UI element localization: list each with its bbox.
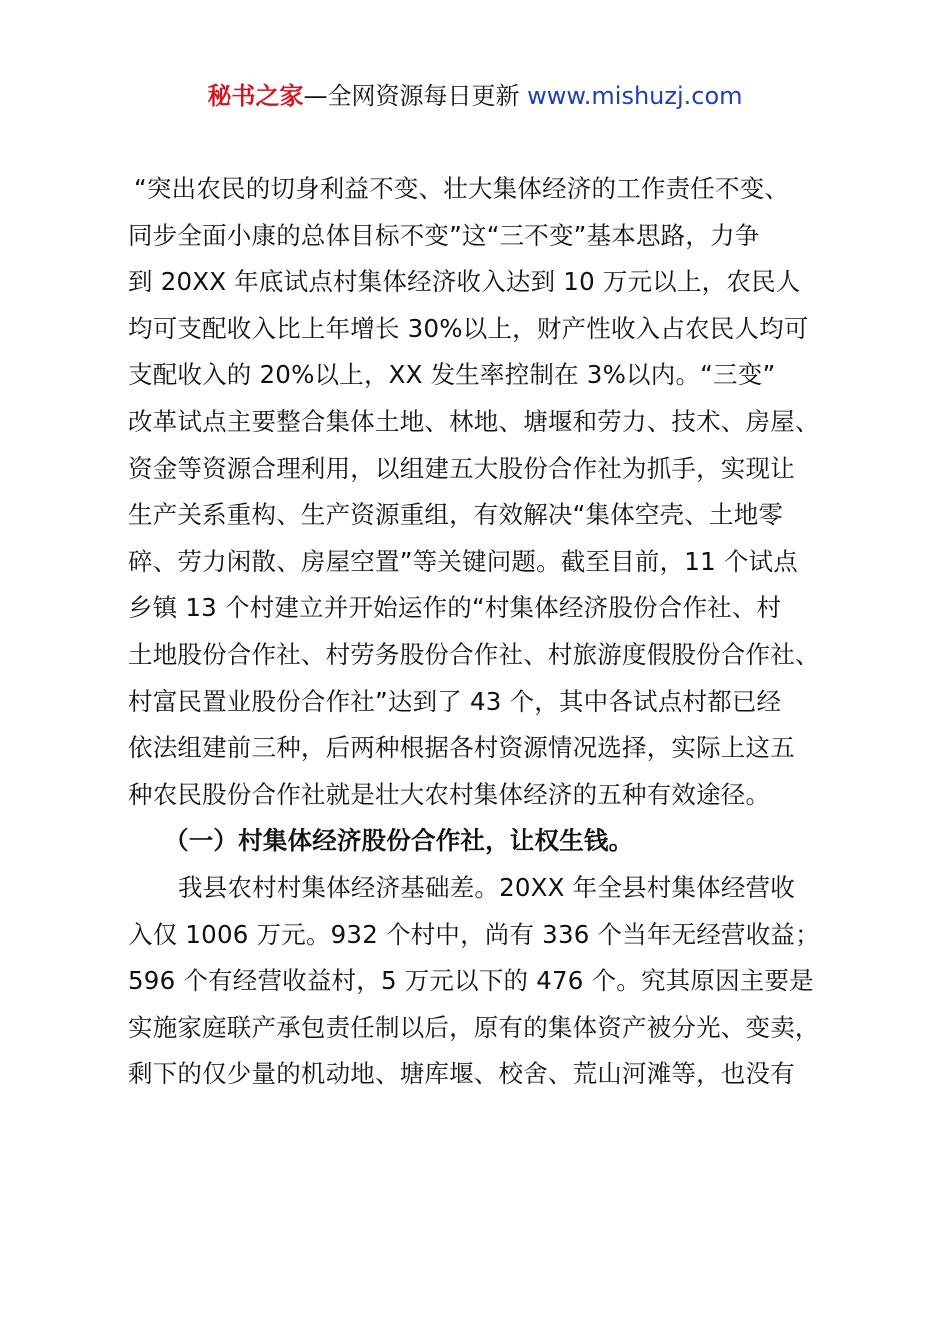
site-tagline: —全网资源每日更新 — [303, 82, 528, 110]
text-line: 资金等资源合理利用，以组建五大股份合作社为抓手，实现让 — [128, 453, 795, 483]
text-line: 到 20XX 年底试点村集体经济收入达到 10 万元以上，农民人 — [128, 267, 801, 297]
text-line: 土地股份合作社、村劳务股份合作社、村旅游度假股份合作社、 — [128, 639, 820, 669]
document-body — [128, 166, 848, 1098]
site-header — [0, 80, 950, 112]
site-url-link[interactable]: www.mishuzj.com — [527, 82, 743, 110]
text-line: 碎、劳力闲散、房屋空置”等关键问题。截至目前，11 个试点 — [128, 546, 798, 576]
text-line: 乡镇 13 个村建立并开始运作的“村集体经济股份合作社、村 — [128, 593, 782, 623]
paragraph-section-one — [128, 865, 848, 1098]
text-line: 596 个有经营收益村，5 万元以下的 476 个。究其原因主要是 — [128, 966, 814, 996]
text-line: 剩下的仅少量的机动地、塘库堰、校舍、荒山河滩等，也没有 — [128, 1059, 795, 1089]
text-line: 均可支配收入比上年增长 30%以上，财产性收入占农民人均可 — [128, 313, 809, 343]
text-line: 依法组建前三种，后两种根据各村资源情况选择，实际上这五 — [128, 733, 795, 763]
text-line: 支配收入的 20%以上，XX 发生率控制在 3%以内。“三变” — [128, 360, 776, 390]
text-line: 生产关系重构、生产资源重组，有效解决“集体空壳、土地零 — [128, 500, 784, 530]
text-line: “突出农民的切身利益不变、壮大集体经济的工作责任不变、 — [134, 174, 790, 203]
text-line: 入仅 1006 万元。932 个村中，尚有 336 个当年无经营收益； — [128, 919, 820, 949]
text-line: 我县农村村集体经济基础差。20XX 年全县村集体经营收 — [178, 872, 795, 902]
site-brand: 秘书之家 — [207, 82, 304, 110]
section-heading: （一）村集体经济股份合作社，让权生钱。 — [164, 826, 634, 856]
text-line: 改革试点主要整合集体土地、林地、塘堰和劳力、技术、房屋、 — [128, 406, 820, 436]
paragraph-intro — [128, 166, 848, 818]
text-line: 实施家庭联产承包责任制以后，原有的集体资产被分光、变卖， — [128, 1012, 820, 1042]
text-line: 村富民置业股份合作社”达到了 43 个，其中各试点村都已经 — [128, 686, 782, 716]
text-line: 同步全面小康的总体目标不变”这“三不变”基本思路，力争 — [128, 220, 760, 250]
text-line: 种农民股份合作社就是壮大农村集体经济的五种有效途径。 — [128, 779, 771, 809]
